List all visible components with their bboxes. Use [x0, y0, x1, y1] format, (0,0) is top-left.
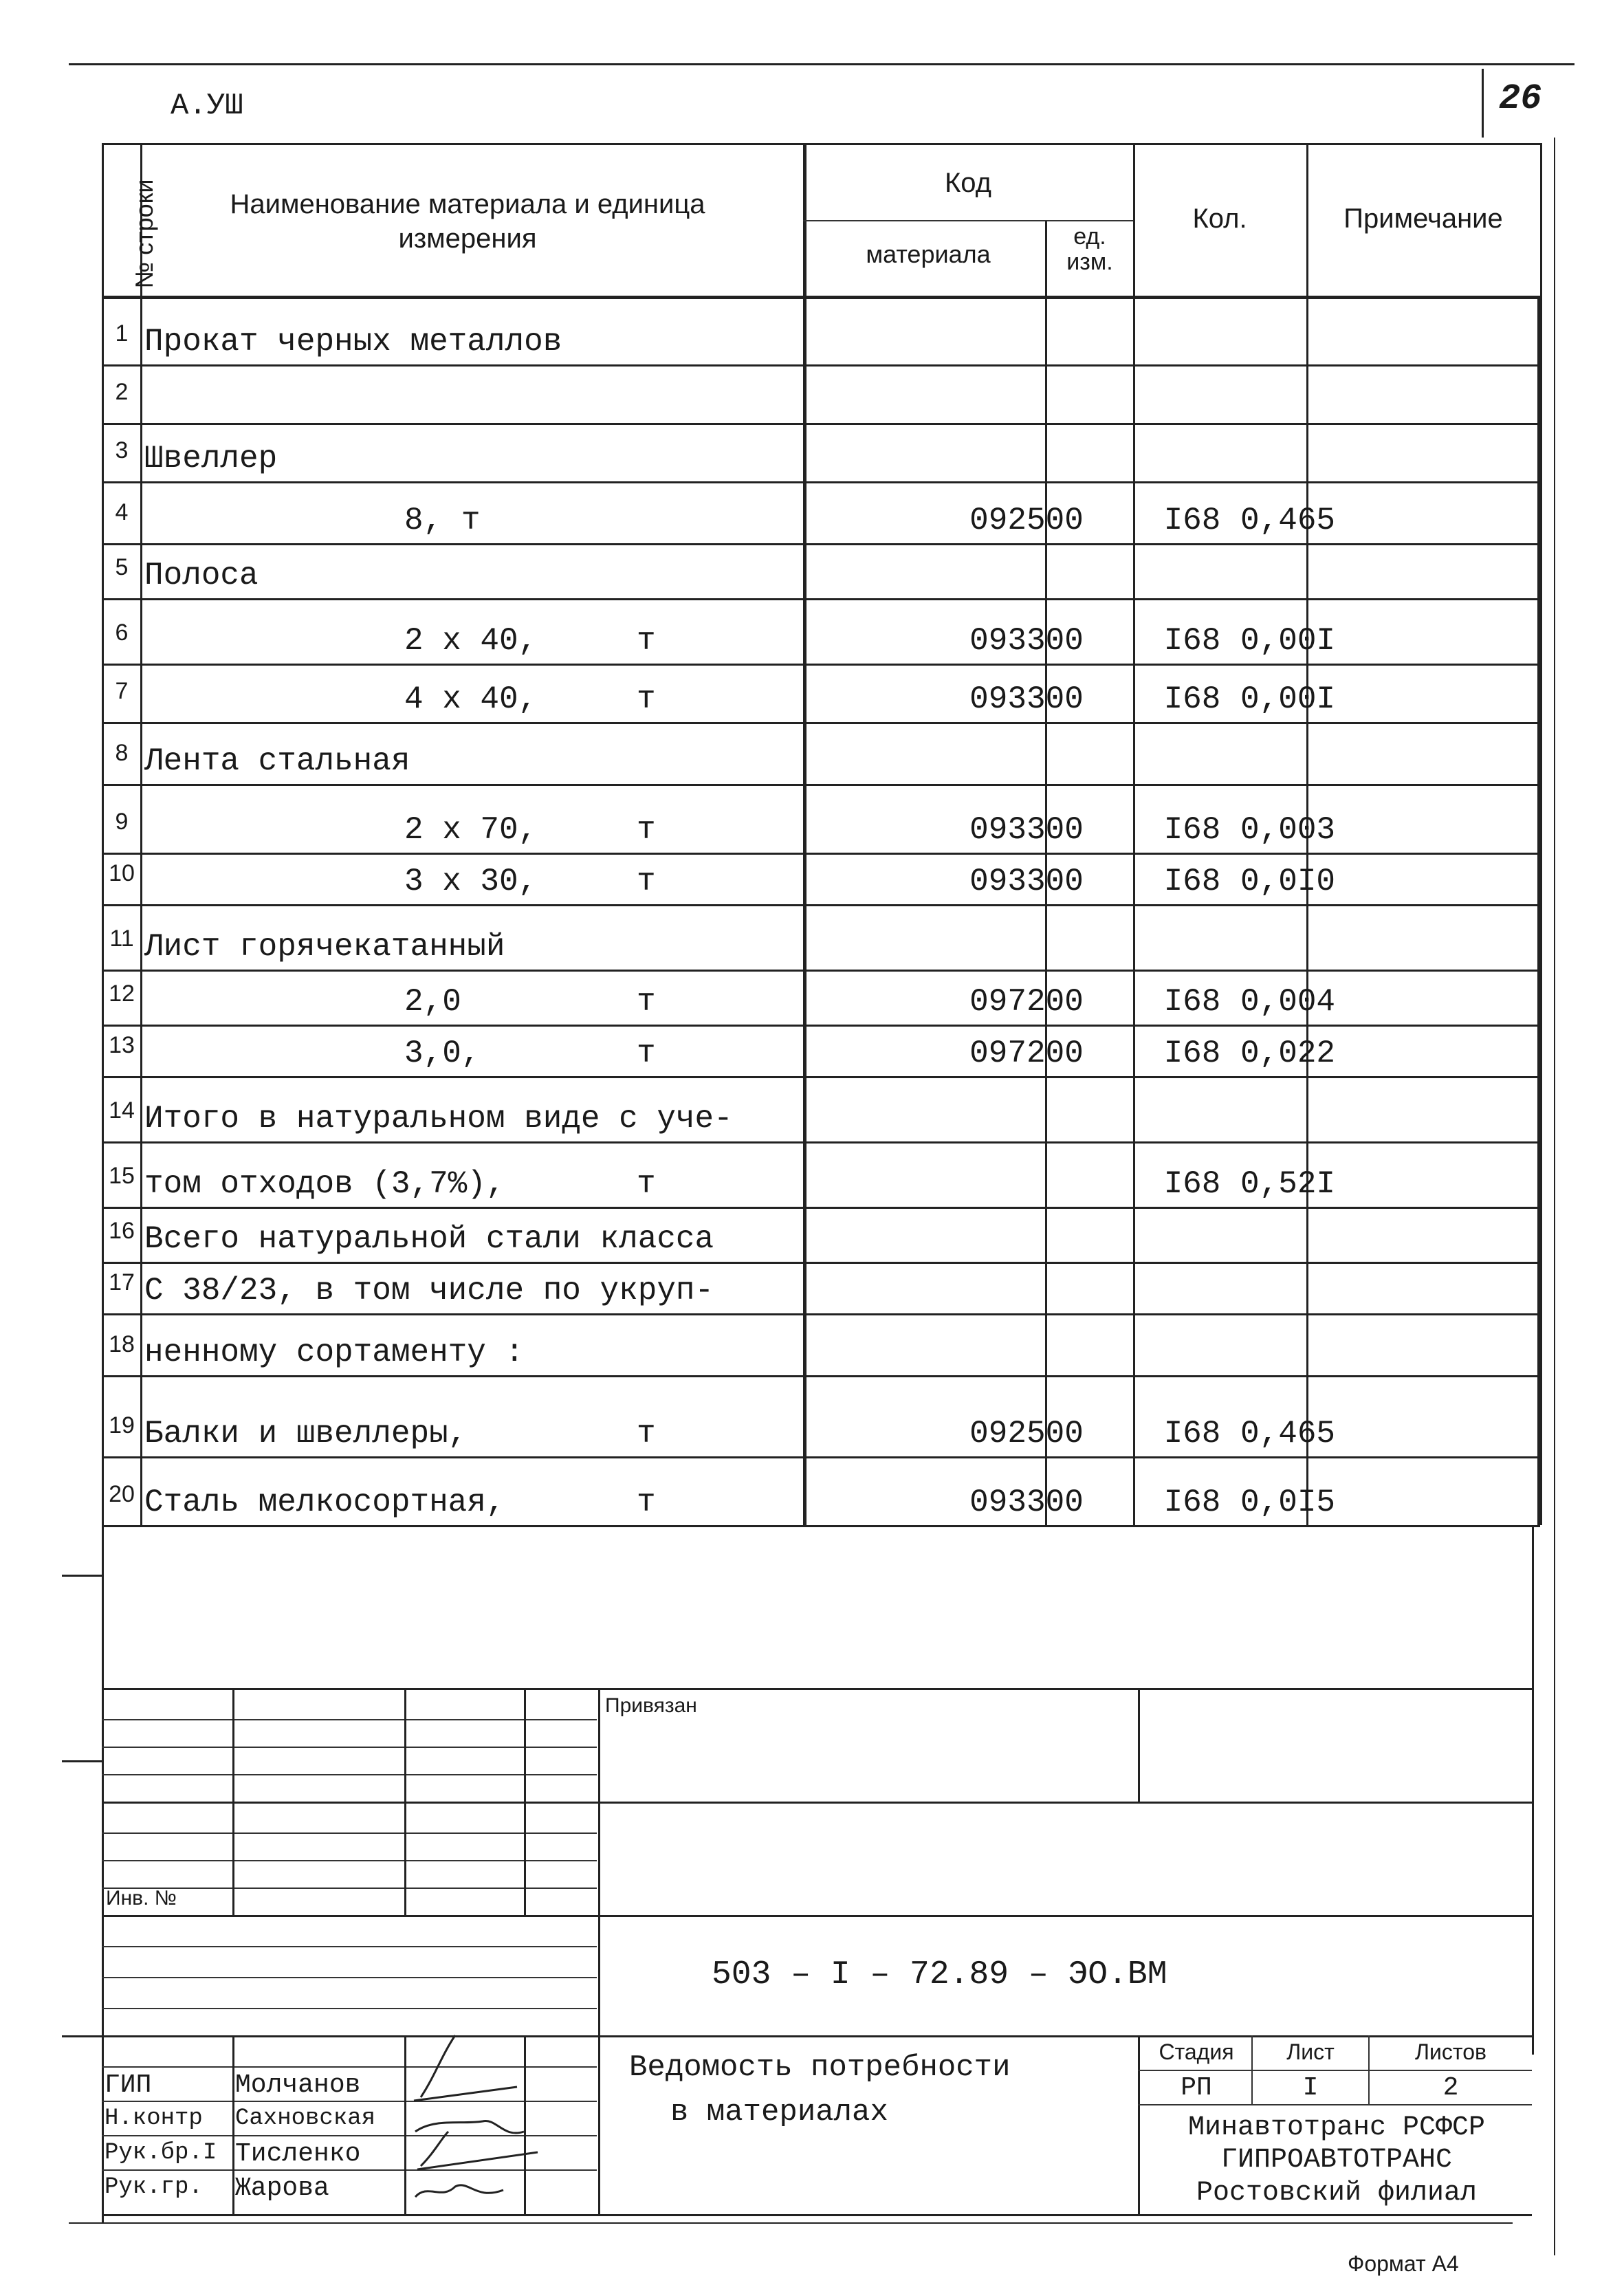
- material-code: 097200: [969, 1036, 1084, 1071]
- table-row: [102, 1141, 1540, 1207]
- material-name: 3,0,: [404, 1036, 481, 1071]
- unit-code: I68: [1163, 864, 1221, 899]
- column-header-name: Наименование материала и единица измерения: [230, 189, 705, 254]
- table-row: [102, 1313, 1540, 1375]
- signer-role: ГИП: [105, 2070, 152, 2100]
- row-number: 8: [115, 740, 129, 766]
- material-name: Лист горячекатанный: [144, 929, 505, 965]
- row-number: 17: [109, 1269, 135, 1295]
- unit-code: I68: [1163, 812, 1221, 848]
- column-header-code: Код: [944, 168, 991, 198]
- table-row: [102, 1207, 1540, 1262]
- column-header-unit-code: ед. изм.: [1066, 223, 1113, 276]
- unit-of-measure: т: [637, 864, 656, 899]
- material-code: 093300: [969, 812, 1084, 848]
- material-code: 093300: [969, 681, 1084, 717]
- table-row: [102, 1076, 1540, 1141]
- material-name: том отходов (3,7%),: [144, 1166, 505, 1202]
- column-header-row-number: № строки: [130, 179, 158, 289]
- row-number: 12: [109, 981, 135, 1007]
- column-header-material-code: материала: [866, 240, 991, 268]
- inventory-number-label: Инв. №: [106, 1887, 177, 1910]
- row-number: 3: [115, 437, 129, 463]
- row-number: 15: [109, 1163, 135, 1189]
- material-code: 093300: [969, 864, 1084, 899]
- material-name: Балки и швеллеры,: [144, 1416, 468, 1452]
- stage-value: РП: [1181, 2073, 1212, 2103]
- material-name: 8, т: [404, 503, 481, 538]
- column-header-quantity: Кол.: [1192, 204, 1247, 234]
- row-number: 20: [109, 1481, 135, 1507]
- unit-code: I68: [1163, 1416, 1221, 1452]
- table-row: [102, 1375, 1540, 1456]
- unit-code: I68: [1163, 1036, 1221, 1071]
- row-number: 6: [115, 620, 129, 646]
- unit-of-measure: т: [637, 623, 656, 659]
- table-row: [102, 904, 1540, 970]
- material-name: 3 х 30,: [404, 864, 538, 899]
- quantity: 0,00I: [1240, 623, 1336, 659]
- quantity: 0,003: [1240, 812, 1336, 848]
- page-number: 26: [1499, 78, 1542, 119]
- quantity: 0,004: [1240, 984, 1336, 1020]
- unit-of-measure: т: [637, 1485, 656, 1520]
- row-number: 16: [109, 1218, 135, 1244]
- signer-name: Молчанов: [235, 2070, 361, 2100]
- table-row: [102, 722, 1540, 784]
- unit-code: I68: [1163, 623, 1221, 659]
- row-number: 9: [115, 809, 129, 835]
- material-name: 2,0: [404, 984, 461, 1020]
- format-label: Формат А4: [1348, 2251, 1459, 2276]
- unit-code: I68: [1163, 1166, 1221, 1202]
- material-code: 092500: [969, 1416, 1084, 1452]
- unit-of-measure: т: [637, 681, 656, 717]
- unit-of-measure: т: [637, 812, 656, 848]
- table-row: [102, 970, 1540, 1025]
- signer-name: Жарова: [235, 2174, 329, 2203]
- table-row: [102, 598, 1540, 664]
- quantity: 0,00I: [1240, 681, 1336, 717]
- unit-code: I68: [1163, 503, 1221, 538]
- unit-code: I68: [1163, 681, 1221, 717]
- row-number: 13: [109, 1032, 135, 1058]
- row-number: 18: [109, 1331, 135, 1357]
- material-name: Сталь мелкосортная,: [144, 1485, 505, 1520]
- row-number: 1: [115, 320, 129, 347]
- material-name: ненному сортаменту :: [144, 1335, 525, 1370]
- row-number: 7: [115, 678, 129, 704]
- unit-code: I68: [1163, 1485, 1221, 1520]
- material-name: Лента стальная: [144, 743, 410, 779]
- organization-line3: Ростовский филиал: [1196, 2178, 1478, 2209]
- row-number: 4: [115, 499, 129, 525]
- privyazan-label: Привязан: [605, 1694, 697, 1717]
- material-code: 093300: [969, 623, 1084, 659]
- sheets-value: 2: [1442, 2073, 1459, 2103]
- table-row: [102, 1025, 1540, 1076]
- row-number: 2: [115, 379, 129, 405]
- organization-line2: ГИПРОАВТОТРАНС: [1220, 2145, 1453, 2176]
- signer-role: Рук.гр.: [105, 2174, 203, 2200]
- quantity: 0,0I5: [1240, 1485, 1336, 1520]
- material-name: 2 х 40,: [404, 623, 538, 659]
- table-row: [102, 1456, 1540, 1525]
- unit-of-measure: т: [637, 984, 656, 1020]
- document-designation: 503 – I – 72.89 – ЭО.ВМ: [712, 1956, 1167, 1993]
- quantity: 0,022: [1240, 1036, 1336, 1071]
- row-number: 11: [109, 926, 134, 952]
- unit-of-measure: т: [637, 1416, 656, 1452]
- material-name: Полоса: [144, 558, 259, 593]
- document-title-line2: в материалах: [670, 2095, 888, 2130]
- stage-label: Стадия: [1159, 2039, 1234, 2064]
- material-code: 092500: [969, 503, 1084, 538]
- signature-graphic: [407, 2022, 545, 2214]
- row-number: 10: [109, 860, 135, 886]
- material-name: 2 х 70,: [404, 812, 538, 848]
- table-row: [102, 664, 1540, 722]
- quantity: 0,0I0: [1240, 864, 1336, 899]
- quantity: 0,465: [1240, 1416, 1336, 1452]
- row-number: 5: [115, 554, 129, 580]
- material-name: С 38/23, в том числе по укруп-: [144, 1273, 714, 1309]
- table-row: [102, 1262, 1540, 1313]
- material-name: 4 х 40,: [404, 681, 538, 717]
- table-row: [102, 853, 1540, 904]
- unit-of-measure: т: [637, 1166, 656, 1202]
- document-title-line1: Ведомость потребности: [629, 2050, 1011, 2085]
- signer-role: Рук.бр.I: [105, 2140, 217, 2166]
- unit-code: I68: [1163, 984, 1221, 1020]
- document-code: А.УШ: [171, 89, 243, 123]
- quantity: 0,465: [1240, 503, 1336, 538]
- table-row: [102, 423, 1540, 481]
- table-row: [102, 296, 1540, 364]
- material-name: Итого в натуральном виде с уче-: [144, 1101, 733, 1137]
- material-name: Прокат черных металлов: [144, 324, 562, 360]
- row-number: 19: [109, 1412, 135, 1438]
- sheet-label: Лист: [1286, 2039, 1335, 2064]
- organization-line1: Минавтотранс РСФСР: [1187, 2112, 1486, 2143]
- column-header-note: Примечание: [1343, 204, 1503, 234]
- table-row: [102, 481, 1540, 543]
- table-row: [102, 364, 1540, 423]
- material-name: Всего натуральной стали класса: [144, 1221, 714, 1257]
- quantity: 0,52I: [1240, 1166, 1336, 1202]
- material-name: Швеллер: [144, 441, 278, 477]
- signer-name: Тисленко: [235, 2139, 361, 2169]
- sheets-label: Листов: [1415, 2039, 1486, 2064]
- signer-name: Сахновская: [235, 2105, 376, 2132]
- table-row: [102, 784, 1540, 853]
- material-code: 093300: [969, 1485, 1084, 1520]
- row-number: 14: [109, 1097, 135, 1124]
- signer-role: Н.контр: [105, 2105, 203, 2132]
- material-code: 097200: [969, 984, 1084, 1020]
- unit-of-measure: т: [637, 1036, 656, 1071]
- sheet-value: I: [1302, 2073, 1319, 2103]
- table-row: [102, 543, 1540, 598]
